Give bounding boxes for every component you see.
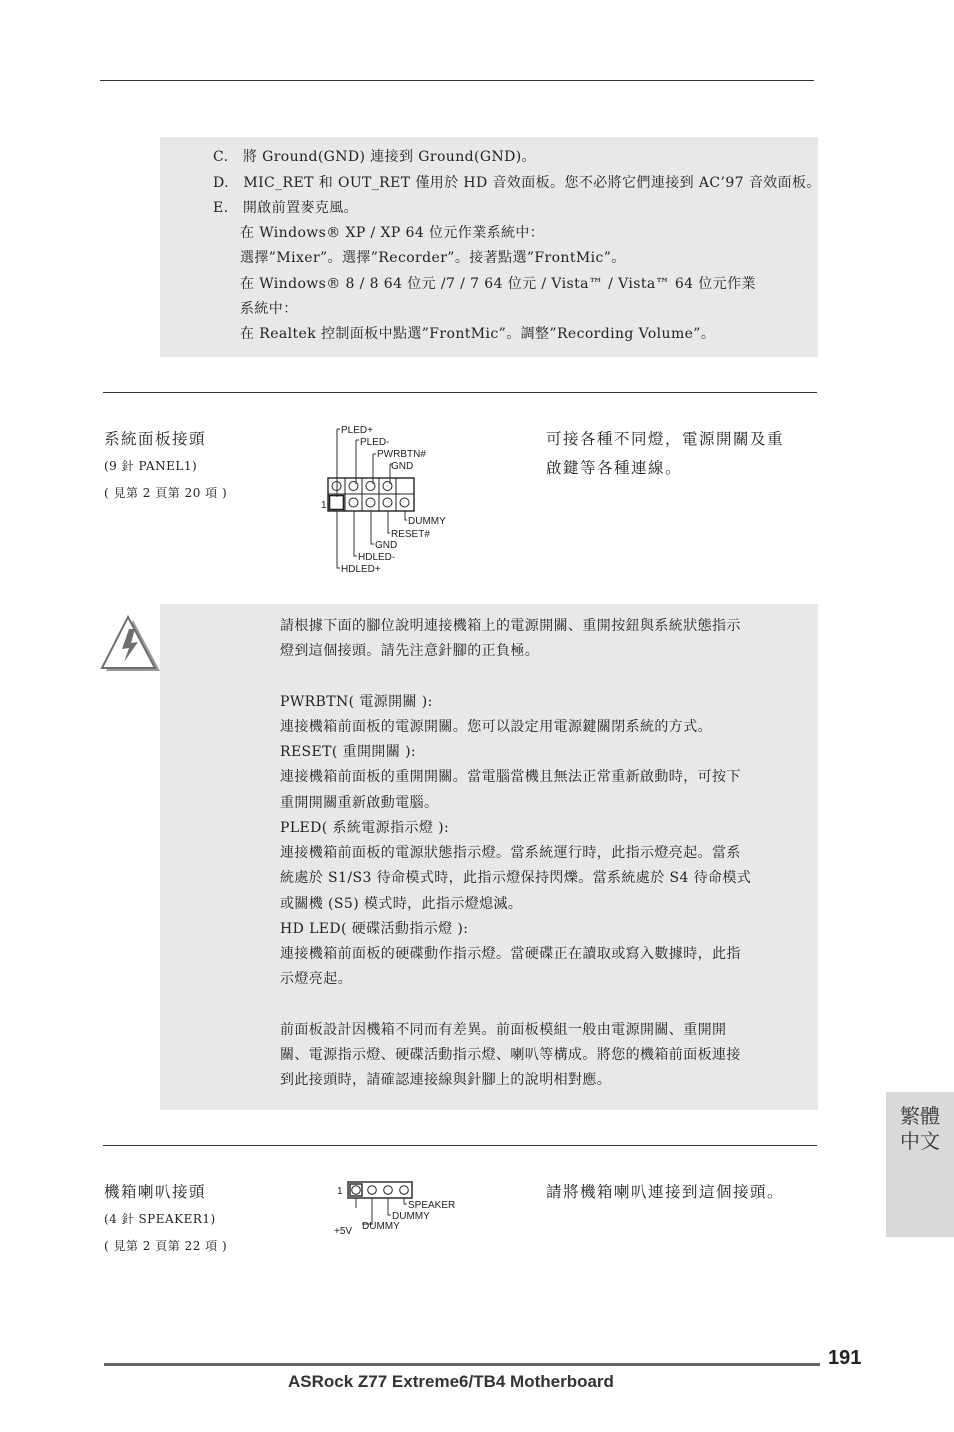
warning-line-17: 到此接頭時，請確認連接線與針腳上的說明相對應。 — [280, 1072, 612, 1088]
warning-line-9: 連接機箱前面板的電源狀態指示燈。當系統運行時，此指示燈亮起。當系 — [280, 845, 741, 861]
panel-description-line2: 啟鍵等各種連線。 — [546, 459, 683, 477]
speaker-description: 請將機箱喇叭連接到這個接頭。 — [546, 1183, 785, 1201]
warning-line-5: RESET( 重開開關 ): — [280, 744, 417, 760]
warning-line-16: 關、電源指示燈、硬碟活動指示燈、喇叭等構成。將您的機箱前面板連接 — [280, 1047, 741, 1063]
speaker-label-dummy1: DUMMY — [392, 1211, 430, 1222]
speaker-header-ref: ( 見第 2 頁第 22 項 ) — [104, 1239, 228, 1253]
label-pin1: 1 — [321, 500, 327, 511]
section-rule-speaker — [103, 1145, 817, 1146]
label-hdled-plus: HDLED+ — [341, 564, 381, 575]
section-rule-panel — [103, 392, 817, 393]
warning-line-12: HD LED( 硬碟活動指示燈 ): — [280, 921, 469, 937]
note-item-e-line4: 系統中： — [240, 301, 298, 317]
label-pled-plus: PLED+ — [341, 425, 373, 436]
label-dummy: DUMMY — [408, 516, 446, 527]
speaker-header-pins: (4 針 SPEAKER1) — [104, 1212, 216, 1226]
warning-triangle-icon — [100, 615, 162, 675]
footer-rule — [104, 1363, 820, 1366]
panel-header-title: 系統面板接頭 — [104, 430, 207, 448]
panel-header-pins: (9 針 PANEL1) — [104, 459, 198, 473]
speaker-label-pin1: 1 — [337, 1186, 343, 1197]
warning-line-13: 連接機箱前面板的硬碟動作指示燈。當硬碟正在讀取或寫入數據時，此指 — [280, 946, 741, 962]
note-item-e-line1: 在 Windows® XP / XP 64 位元作業系統中： — [240, 225, 545, 241]
note-item-e-line3: 在 Windows® 8 / 8 64 位元 /7 / 7 64 位元 / Vista™ / Vista™ 64 位元作業 — [240, 276, 756, 292]
panel-pin-diagram — [320, 422, 460, 577]
footer-title: ASRock Z77 Extreme6/TB4 Motherboard — [288, 1372, 614, 1391]
label-gnd-bottom: GND — [375, 540, 398, 551]
speaker-pin-diagram — [332, 1178, 462, 1238]
language-side-tab-label: 繁體中文 — [900, 1104, 940, 1153]
warning-line-10: 統處於 S1/S3 待命模式時，此指示燈保持閃爍。當系統處於 S4 待命模式 — [280, 870, 752, 886]
panel-header-ref: ( 見第 2 頁第 20 項 ) — [104, 486, 228, 500]
speaker-label-speaker: SPEAKER — [408, 1200, 456, 1211]
audio-note-box — [160, 137, 818, 357]
warning-line-2: 燈到這個接頭。請先注意針腳的正負極。 — [280, 643, 540, 659]
speaker-label-dummy2: DUMMY — [362, 1221, 400, 1232]
panel-description-line1: 可接各種不同燈，電源開關及重 — [546, 430, 785, 448]
label-hdled-minus: HDLED- — [358, 552, 396, 563]
warning-line-3: PWRBTN( 電源開關 ): — [280, 694, 433, 710]
speaker-label-plus5v: +5V — [334, 1226, 353, 1237]
warning-line-15: 前面板設計因機箱不同而有差異。前面板模組一般由電源開關、重開開 — [280, 1022, 727, 1038]
label-pwrbtn: PWRBTN# — [377, 449, 426, 460]
warning-line-7: 重開開關重新啟動電腦。 — [280, 795, 439, 811]
warning-line-14: 示燈亮起。 — [280, 971, 352, 987]
warning-line-1: 請根據下面的腳位說明連接機箱上的電源開關、重開按鈕與系統狀態指示 — [280, 618, 741, 634]
page-number: 191 — [828, 1347, 862, 1369]
label-gnd-top: GND — [391, 461, 414, 472]
note-item-c: C. 將 Ground(GND) 連接到 Ground(GND)。 — [213, 149, 536, 165]
warning-line-4: 連接機箱前面板的電源開關。您可以設定用電源鍵關閉系統的方式。 — [280, 719, 712, 735]
speaker-header-title: 機箱喇叭接頭 — [104, 1183, 207, 1201]
warning-line-6: 連接機箱前面板的重開開關。當電腦當機且無法正常重新啟動時，可按下 — [280, 769, 741, 785]
note-item-d: D. MIC_RET 和 OUT_RET 僅用於 HD 音效面板。您不必將它們連接到 AC’97 音效面板。 — [213, 175, 821, 191]
note-item-e: E. 開啟前置麥克風。 — [213, 200, 359, 216]
label-pled-minus: PLED- — [360, 437, 390, 448]
top-rule — [100, 80, 814, 81]
label-reset: RESET# — [391, 529, 430, 540]
warning-line-11: 或關機 (S5) 模式時，此指示燈熄滅。 — [280, 896, 523, 912]
note-item-e-line2: 選擇”Mixer”。選擇”Recorder”。接著點選”FrontMic”。 — [240, 250, 626, 266]
warning-line-8: PLED( 系統電源指示燈 ): — [280, 820, 450, 836]
note-item-e-line5: 在 Realtek 控制面板中點選”FrontMic”。調整”Recording Volume”。 — [240, 326, 716, 342]
